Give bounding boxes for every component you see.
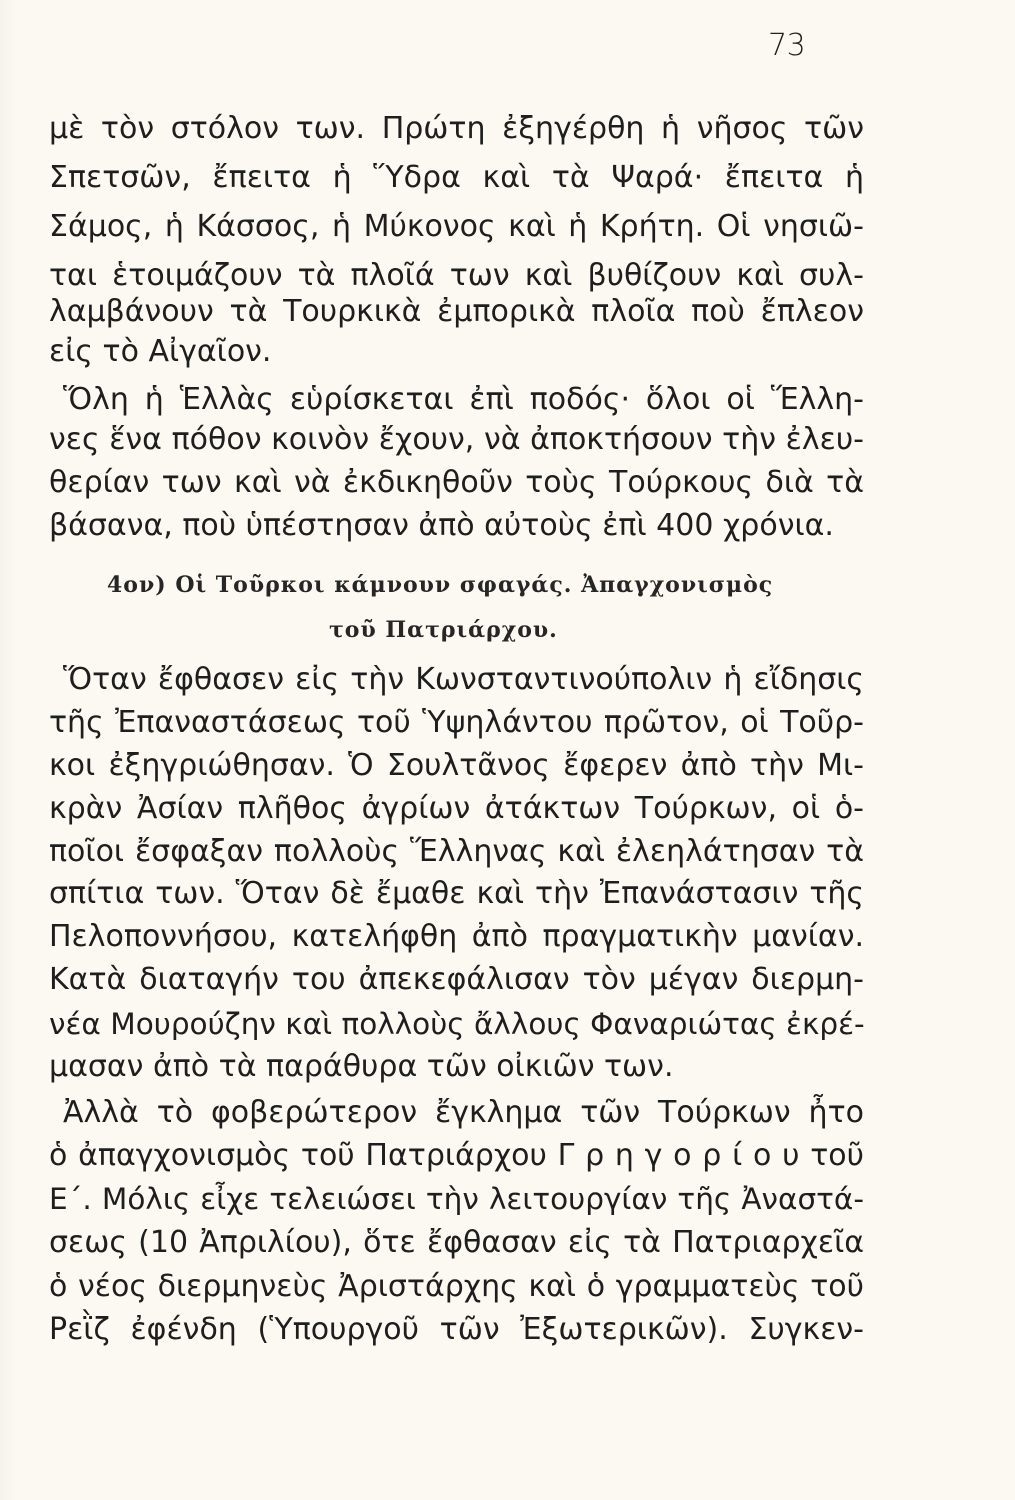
text-line: νέα Μουρούζην καὶ πολλοὺς ἄλλους Φαναριώτας ἐκρέ- [49, 1007, 865, 1041]
text-line: Ὅλη ἡ Ἑλλὰς εὑρίσκεται ἐπὶ ποδός· ὅλοι οἱ Ἕλλη- [63, 382, 864, 417]
text-line: ται ἑτοιμάζουν τὰ πλοῖά των καὶ βυθίζουν καὶ συλ- [49, 258, 864, 293]
text-line: τῆς Ἐπαναστάσεως τοῦ Ὑψηλάντου πρῶτον, οἱ Τοῦρ- [49, 705, 864, 740]
text-line: Ε΄. Μόλις εἶχε τελειώσει τὴν λειτουργίαν τῆς Ἀναστά- [49, 1182, 864, 1216]
page-number: 73 [768, 28, 806, 63]
text-line: εἰς τὸ Αἰγαῖον. [49, 334, 272, 369]
text-line: ποῖοι ἔσφαξαν πολλοὺς Ἕλληνας καὶ ἐλεηλάτησαν τὰ [49, 834, 864, 869]
text-line: Πελοποννήσου, κατελήφθη ἀπὸ πραγματικὴν μανίαν. [49, 919, 864, 954]
text-line: νες ἕνα πόθον κοινὸν ἔχουν, νὰ ἀποκτήσουν τὴν ἐλευ- [49, 422, 864, 457]
text-line: βάσανα, ποὺ ὑπέστησαν ἀπὸ αὐτοὺς ἐπὶ 400 χρόνια. [49, 508, 834, 543]
text-line: σπίτια των. Ὅταν δὲ ἔμαθε καὶ τὴν Ἐπανάστασιν τῆς [49, 876, 864, 911]
text-line: Ρεῒζ ἐφένδη (Ὑπουργοῦ τῶν Ἐξωτερικῶν). Συγκεν- [49, 1312, 864, 1347]
text-line: Σπετσῶν, ἔπειτα ἡ Ὕδρα καὶ τὰ Ψαρά· ἔπειτα ἡ [49, 160, 864, 195]
section-heading-line-1: 4ον) Οἱ Τοῦρκοι κάμνουν σφαγάς. Ἀπαγχονισμὸς [107, 572, 774, 598]
text-line: κρὰν Ἀσίαν πλῆθος ἀγρίων ἀτάκτων Τούρκων, οἱ ὁ- [49, 791, 864, 826]
text-line: μασαν ἀπὸ τὰ παράθυρα τῶν οἰκιῶν των. [49, 1049, 674, 1084]
text-line: Σάμος, ἡ Κάσσος, ἡ Μύκονος καὶ ἡ Κρήτη. Οἱ νησιῶ- [49, 209, 864, 244]
text-line: Κατὰ διαταγήν του ἀπεκεφάλισαν τὸν μέγαν διερμη- [49, 962, 864, 997]
text-line: κοι ἐξηγριώθησαν. Ὁ Σουλτᾶνος ἔφερεν ἀπὸ τὴν Μι- [49, 748, 864, 783]
text-line: Ἀλλὰ τὸ φοβερώτερον ἔγκλημα τῶν Τούρκων ἦτο [63, 1095, 864, 1130]
section-heading-line-2: τοῦ Πατριάρχου. [329, 617, 558, 643]
text-line: Ὅταν ἔφθασεν εἰς τὴν Κωνσταντινούπολιν ἡ εἴδησις [63, 662, 864, 697]
text-line: λαμβάνουν τὰ Τουρκικὰ ἐμπορικὰ πλοῖα ποὺ ἔπλεον [49, 294, 864, 329]
text-line: μὲ τὸν στόλον των. Πρώτη ἐξηγέρθη ἡ νῆσος τῶν [49, 111, 864, 146]
text-line: σεως (10 Ἀπριλίου), ὅτε ἔφθασαν εἰς τὰ Πατριαρχεῖα [49, 1225, 864, 1260]
text-line: ὁ νέος διερμηνεὺς Ἀριστάρχης καὶ ὁ γραμματεὺς τοῦ [49, 1269, 864, 1304]
text-line: ὁ ἀπαγχονισμὸς τοῦ Πατριάρχου Γ ρ η γ ο ρ ί ο υ τοῦ [49, 1138, 864, 1173]
text-line: θερίαν των καὶ νὰ ἐκδικηθοῦν τοὺς Τούρκους διὰ τὰ [49, 465, 864, 500]
